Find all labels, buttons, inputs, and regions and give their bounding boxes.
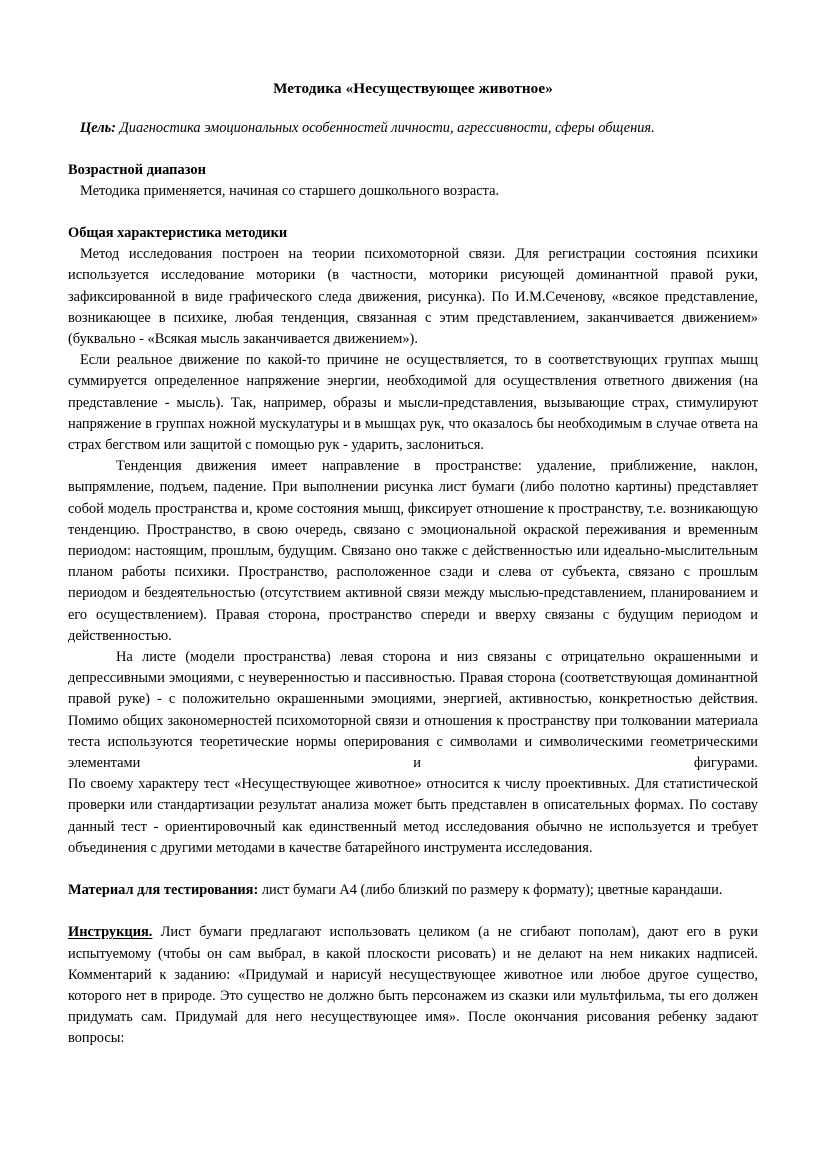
paragraph-instruction [68, 901, 758, 1049]
paragraph-symbol-norms: Помимо общих закономерностей психомоторной связи и отношения к пространству при толковании материала теста используются теоретические нормы оперирования с символами и символическими геометрическими элементами и фигурами. [68, 712, 758, 772]
section-heading-age-range: Возрастной диапазон [68, 162, 206, 178]
paragraph-material [68, 859, 758, 901]
paragraph-movement-tendency: Тенденция движения имеет направление в пространстве: удаление, приближение, наклон, выпрямление, подъем, падение. При выполнении рисунка лист бумаги (либо полотно картины) представляет собой модель пространства и, кроме состояния мышц, фиксирует отношение к пространству, т.е. возникающую тенденцию. Пространство, в свою очередь, связано с эмоциональной окраской переживания и временным периодом: настоящим, прошлым, будущим. Связано оно также с действенностью или идеально-мыслительным планом работы психики. Пространство, расположенное сзади и слева от субъекта, связано с прошлым периодом и бездеятельностью (отсутствием активной связи между мыслью-представлением, планированием и его осуществлением). Правая сторона, пространство спереди и вверху связаны с будущим периодом и действенностью. [68, 458, 758, 644]
instruction-label: Инструкция. [68, 924, 153, 941]
instruction-text: Лист бумаги предлагают использовать целиком (а не сгибают пополам), дают его в руки испытуемому (чтобы он сам выбрал, в какой плоскости рисовать) и не делают на нем никаких надписей. Комментарий к заданию: «Придумай и нарисуй несуществующее животное или любое другое существо, которого нет в природе. Это существо не должно быть персонажем из сказки или мультфильма, ты его должен придумать сам. Придумай для него несуществующее имя». После окончания рисования ребенку задают вопросы: [68, 924, 758, 1047]
paragraph-projective-nature: По своему характеру тест «Несуществующее животное» относится к числу проективных. Для статистической проверки или стандартизации результат анализа может быть представлен в описательных формах. По составу данный тест - ориентировочный как единственный метод исследования обычно не используется и требует объединения с другими методами в качестве батарейного инструмента исследования. [68, 776, 758, 856]
document-body [68, 0, 758, 1050]
page-title: Методика «Несуществующее животное» [273, 80, 553, 97]
material-text: лист бумаги А4 (либо близкий по размеру к формату); цветные карандаши. [258, 882, 723, 899]
paragraph-sheet-model: На листе (модели пространства) левая сторона и низ связаны с отрицательно окрашенными и депрессивными эмоциями, с неуверенностью и пассивностью. Правая сторона (соответствующая доминантной правой руке) - с положительно окрашенными эмоциями, энергией, активностью, конкретностью действия. [68, 649, 758, 708]
paragraph-real-movement: Если реальное движение по какой-то причине не осуществляется, то в соответствующих группах мышц суммируется определенное напряжение энергии, необходимой для осуществления ответного движения (на представление - мысль). Так, например, образы и мысли-представления, вызывающие страх, стимулируют напряжение в группах ножной мускулатуры и в мышцах рук, что оказалось бы необходимым в случае ответа на страх бегством или защитой с помощью рук - ударить, заслониться. [68, 352, 758, 454]
goal-text: Диагностика эмоциональных особенностей личности, агрессивности, сферы общения. [119, 120, 655, 136]
section-heading-general-characteristics: Общая характеристика методики [68, 225, 288, 242]
paragraph-method-theory: Метод исследования построен на теории психомоторной связи. Для регистрации состояния психики используется исследование моторики (в частности, моторики рисующей доминантной правой руки, зафиксированной в виде графического следа движения, рисунка). По И.М.Сеченову, «всякое представление, возникающее в психике, любая тенденция, связанная с этим представлением, заканчивается движением» (буквально - «Всякая мысль заканчивается движением»). [68, 246, 758, 348]
paragraph-age-range: Методика применяется, начиная со старшего дошкольного возраста. [80, 183, 500, 199]
material-label: Материал для тестирования: [68, 882, 259, 899]
goal-label: Цель: [80, 120, 116, 136]
goal-line [68, 99, 758, 139]
